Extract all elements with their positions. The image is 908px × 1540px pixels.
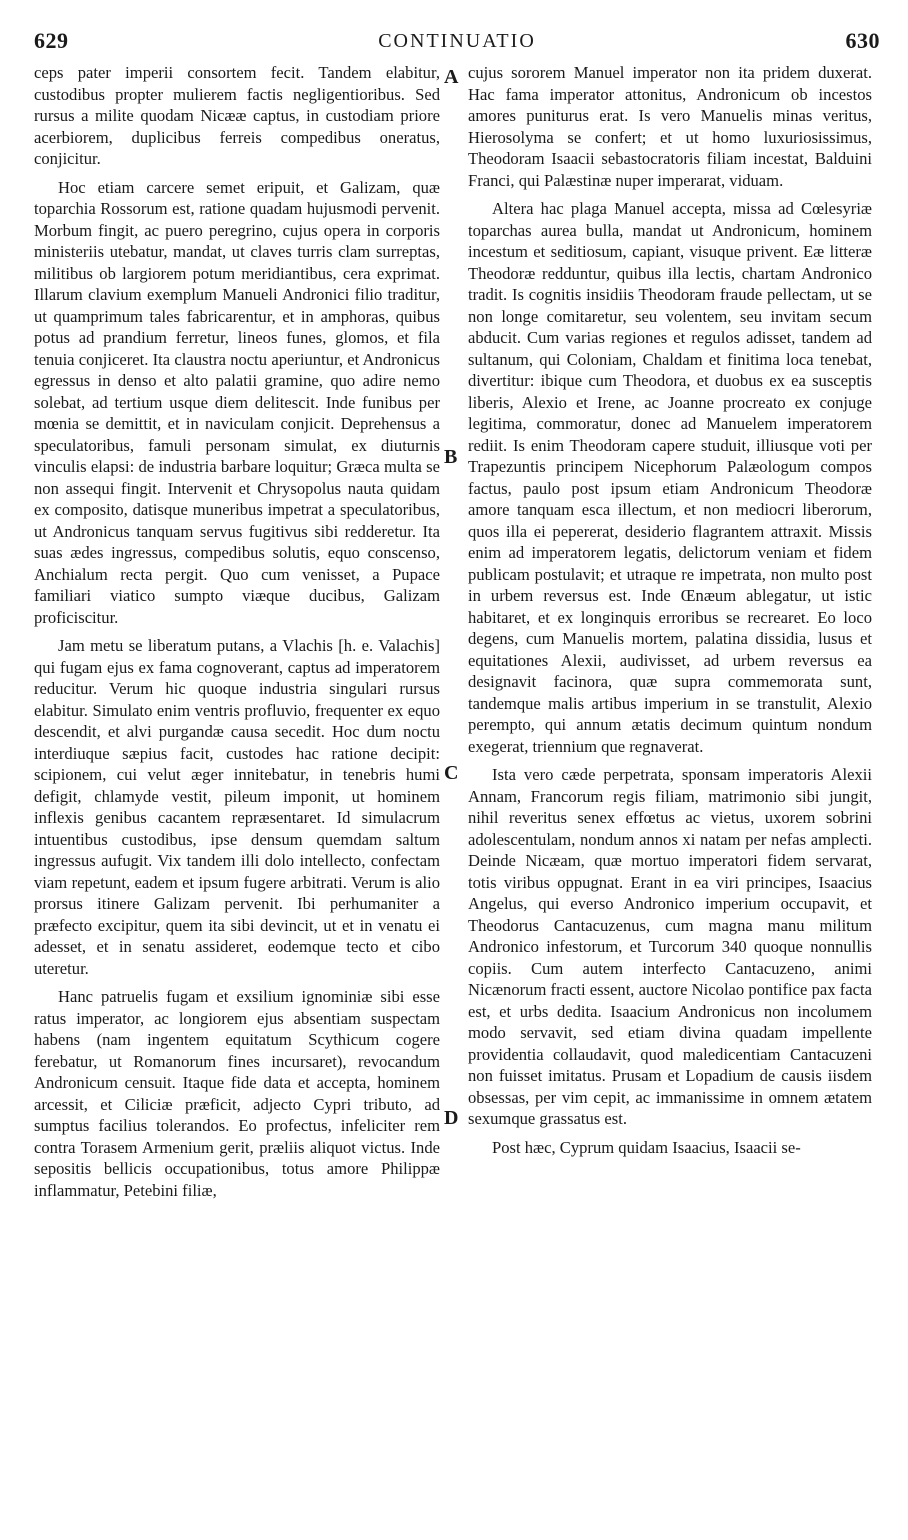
margin-letter-a: A bbox=[444, 66, 459, 88]
paragraph: Hoc etiam carcere semet eripuit, et Galizam, quæ toparchia Rossorum est, ratione quadam hujusmodi pervenit. Morbum fingit, ac puero peregrino, cujus opera in corporis ministeriis utebatur, mandat, ut claves turris clam surreptas, militibus ob largiorem potum meridiantibus, cera exprimat. Illarum clavium exemplum Manueli Andronici filio traditur, ut quamprimum tales fabricarentur, et in amphoras, quibus potus ad prandium ferretur, lineos funes, glomos, et fila tenuia conjiceret. Ita claustra noctu aperiuntur, et Andronicus egressus in denso et alto palatii gramine, quo adire nemo solebat, ad tertium usque diem delitescit. Inde funibus per mœnia se demittit, et in naviculam conjicit. Deprehensus a speculatoribus, famuli personam simulat, ex diuturnis vinculis elapsi: de industria barbare loquitur; Græca multa se non assequi fingit. Intervenit et Chrysopolus nauta quidam ex composito, datisque muneribus impetrat a speculatoribus, ut Andronicus tanquam servus fugitivus sibi redderetur. Ita suas ædes ingressus, compedibus solutis, equo conscenso, Anchialum recta pergit. Quo cum venisset, a Pupace familiari viatico sumpto viæque ducibus, Galizam proficiscitur. bbox=[34, 177, 440, 627]
paragraph: Ista vero cæde perpetrata, sponsam imperatoris Alexii Annam, Francorum regis filiam, matrimonio sibi jungit, nihil reveritus senex effœtus ac vietus, uxorem sobrini adolescentulam, nondum annos xi natam per nefas amplecti. Deinde Nicæam, quæ mortuo imperatori fidem servarat, totis viribus oppugnat. Erant in ea viri principes, Isaacius Angelus, qui everso Andronico imperium occupavit, et Theodorus Cantacuzenus, cum magna manu militum Andronico infestorum, et Turcorum 340 quoque nonnullis copiis. Cum autem interfecto Cantacuzeno, animi Nicænorum fracti essent, auctore Nicolao pontifice pax facta est, et urbs dedita. Isaacium Andronicus non incolumem modo servavit, sed etiam divina quadam impellente providentia collaudavit, quod maledicentiam Cantacuzeni non fuisset imitatus. Prusam et Lopadium de causis iisdem obsessas, per vim cepit, ac immanissime in omnem ætatem sexumque grassatus est. bbox=[468, 765, 872, 1128]
margin-letter-d: D bbox=[444, 1107, 459, 1129]
paragraph: Altera hac plaga Manuel accepta, missa ad Cœlesyriæ toparchas aurea bulla, mandat ut Andronicum, hominem incestum et seditiosum, capiant, visuque privent. Eæ litteræ Theodoræ redduntur, quibus illa lectis, chartam Andronico tradit. Is cognitis insidiis Theodoram fraude pellectam, ut se non longe comitaretur, seu volentem, seu invitam secum abducit. Cum varias regiones et regulos adisset, tandem ad sultanum, qui Coloniam, Chaldam et finitima loca tenebat, divertitur: ibique cum Theodora, et duobus ex ea susceptis liberis, Alexio et Irene, ac Joanne procreato ex conjuge legitima, commoratur, donec ad Manuelem imperatorem rediit. Is enim Theodoram capere studuit, illiusque voti per Trapezuntis principem Nicephorum Palæologum compos factus, paulo post ipsum etiam Andronicum Theodoræ amore tanquam esca illectum, et non mediocri liberorum, quos illa ei pepererat, desiderio flagrantem attraxit. Missis enim ad imperatorem legatis, delictorum veniam et fidem publicam postulavit; et utraque re impetrata, non multo post in urbem reversus est. Inde Œnæum ablegatur, ut istic habitaret, et ex longinquis erroribus se recrearet. Eo loco degens, cum Manuelis mortem, palatina dissidia, lusus et equitationes Alexii, audivisset, ad urbem reversus ea designavit facinora, quæ supra commemorata sunt, tandemque malis artibus imperium in se transtulit, Alexio perempto, qui annum ætatis decimum quintum nondum exegerat, triennium que regnaverat. bbox=[468, 199, 872, 756]
running-head: CONTINUATIO bbox=[378, 30, 536, 52]
paragraph: ceps pater imperii consortem fecit. Tandem elabitur, custodibus propter mulierem factis negligentioribus. Sed rursus a milite quodam Nicææ captus, in custodiam priore acerbiorem, duplicibus ferreis compedibus oneratus, conjicitur. bbox=[34, 63, 440, 168]
paragraph: Hanc patruelis fugam et exsilium ignominiæ sibi esse ratus imperator, ac longiorem ejus absentiam suspectam habens (nam ingentem equitatum Scythicum cogere ferebatur, ut Romanorum fines incursaret), revocandum Andronicum censuit. Itaque fide data et accepta, hominem arcessit, et Ciliciæ præficit, adjecto Cypri tributo, ad sumptus facilius tolerandos. Eo profectus, infeliciter rem contra Torasem Armenium gerit, præliis aliquot victus. Inde sepositis bellicis occupationibus, totus amore Philippæ inflammatur, Petebini filiæ, bbox=[34, 987, 440, 1200]
paragraph: Jam metu se liberatum putans, a Vlachis [h. e. Valachis] qui fugam ejus ex fama cognoverant, captus ad imperatorem reducitur. Verum hic quoque industria singulari rursus elabitur. Simulato enim ventris profluvio, frequenter ex equo descendit, et alvi purgandæ causa secedit. Hoc dum noctu interdiuque sæpius facit, custodes hac ratione decipit: scipionem, cui velut æger innitebatur, in tenebris humi defigit, chlamyde vestit, pileum imponit, ut hominem inflexis genibus cacantem repræsentaret. Id simulacrum intuentibus custodibus, ipse densum quemdam saltum ingressus aufugit. Vix tandem illi dolo intellecto, confectam viam repetunt, eadem et ipsum fugere arbitrati. Verum is alio prorsus itinere Galizam pervenit. Ibi perhumaniter a præfecto excipitur, quem ita sibi devincit, ut et in venatu ei adesset, et in senatu assideret, eodemque tecto et cibo uteretur. bbox=[34, 636, 440, 978]
paragraph: cujus sororem Manuel imperator non ita pridem duxerat. Hac fama imperator attonitus, Andronicum ob incestos amores puniturus erat. Is vero Manuelis minas veritus, Hierosolyma se confert; et ut homo luxuriosissimus, Theodoram Isaacii sebastocratoris filiam incestat, Balduini Franci, qui Palæstinæ nuper imperarat, viduam. bbox=[468, 63, 872, 190]
left-page-number: 629 bbox=[34, 28, 69, 53]
paragraph: Post hæc, Cyprum quidam Isaacius, Isaacii se- bbox=[492, 1137, 801, 1157]
margin-letter-b: B bbox=[444, 446, 458, 468]
right-page-number: 630 bbox=[845, 28, 880, 53]
page-header bbox=[34, 18, 880, 52]
margin-letter-c: C bbox=[444, 762, 459, 784]
left-column bbox=[34, 62, 440, 1208]
right-column bbox=[468, 62, 872, 1165]
